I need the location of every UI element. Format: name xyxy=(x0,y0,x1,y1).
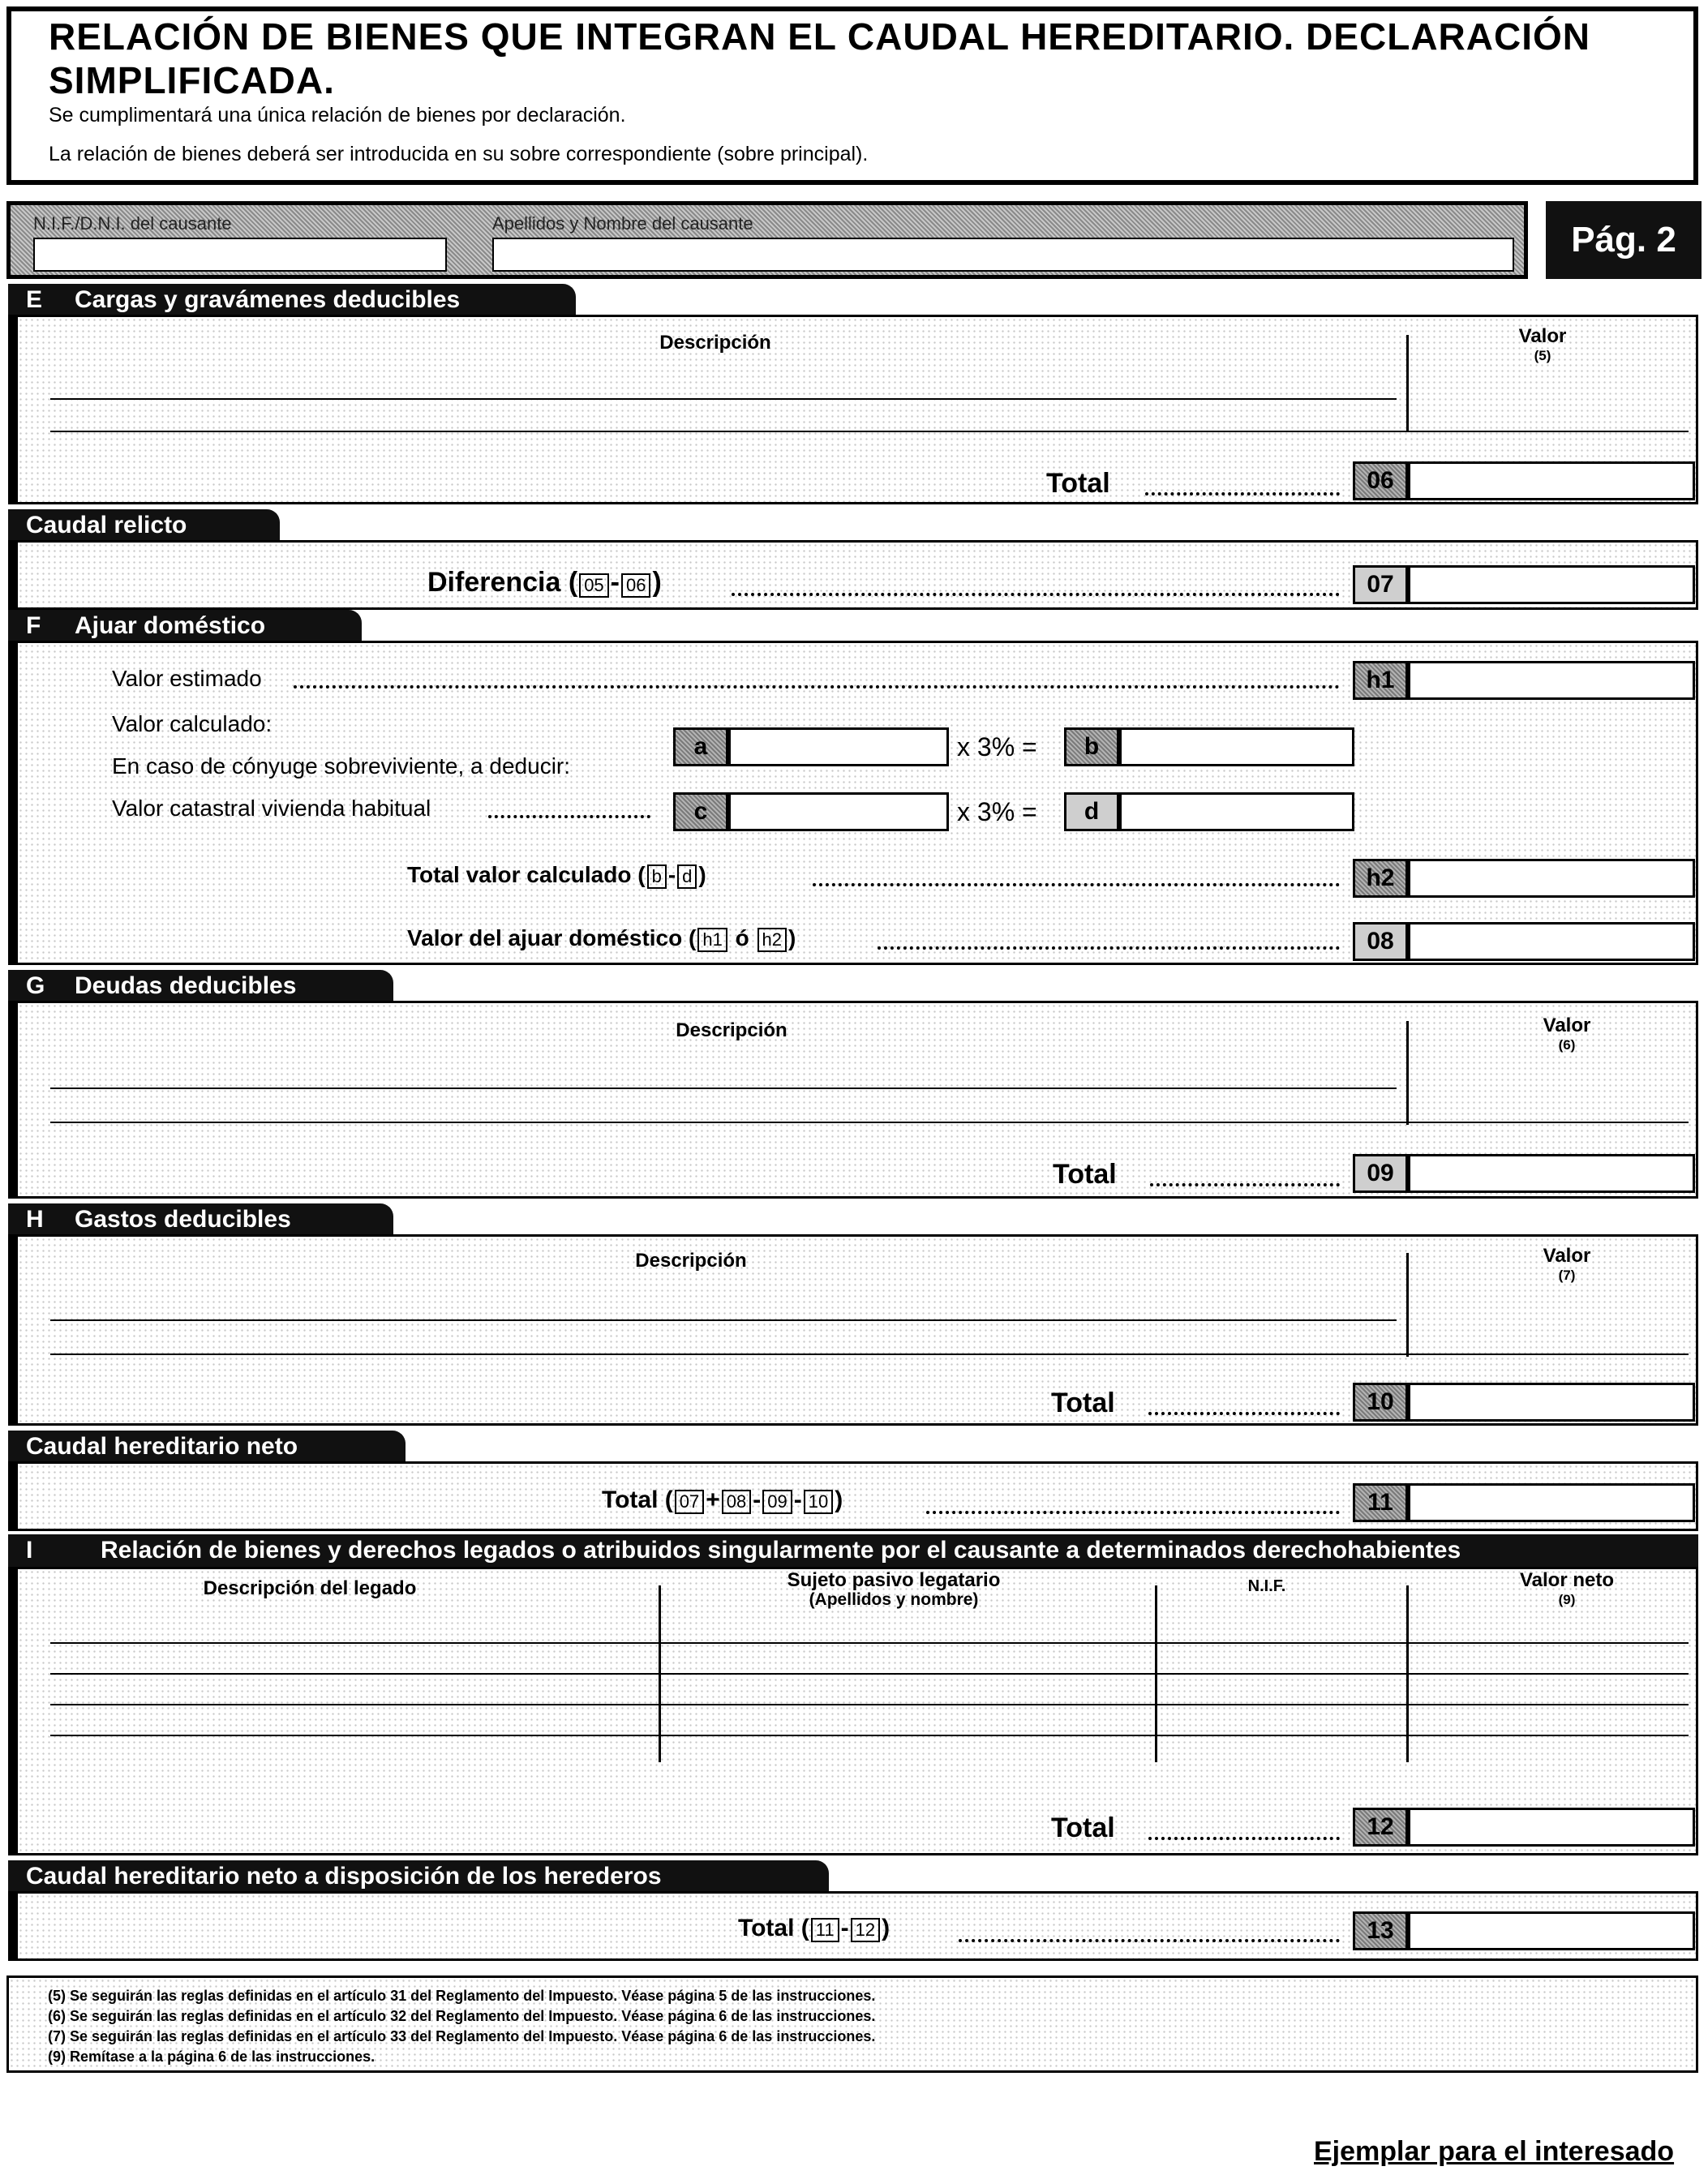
header-note-1: Se cumplimentará una única relación de bienes por declaración. xyxy=(49,104,626,127)
ref-05: 05 xyxy=(579,573,608,598)
entry-line[interactable] xyxy=(50,1735,1689,1736)
ref-b: b xyxy=(647,864,667,889)
caudal-neto-tab: Caudal hereditario neto xyxy=(8,1431,406,1463)
section-e-total-label: Total xyxy=(1046,468,1110,499)
section-g-body xyxy=(8,1001,1698,1199)
section-f-letter: F xyxy=(26,612,41,639)
section-e-title: Cargas y gravámenes deducibles xyxy=(75,286,461,313)
section-h-letter: H xyxy=(26,1206,44,1233)
leader-dots xyxy=(1145,492,1340,495)
ref-08: 08 xyxy=(722,1490,751,1514)
caudal-disposicion-row: Total ( 11 - 12 ) xyxy=(738,1915,890,1941)
col-valor-note: (9) xyxy=(1558,1592,1576,1607)
total-calculado-field[interactable] xyxy=(1408,859,1695,898)
box-code-12: 12 xyxy=(1353,1808,1408,1847)
box-code-a: a xyxy=(673,727,728,766)
caudal-relicto-body xyxy=(8,540,1698,610)
section-f-title: Ajuar doméstico xyxy=(75,612,266,639)
caudal-relicto-row: Diferencia ( 05 - 06 ) xyxy=(427,567,662,598)
section-g-desc-header: Descripción xyxy=(676,1019,787,1041)
total-12-field[interactable] xyxy=(1408,1808,1695,1847)
column-divider xyxy=(1406,1253,1409,1357)
box-code-13: 13 xyxy=(1353,1911,1408,1950)
field-b[interactable] xyxy=(1119,727,1354,766)
ref-06: 06 xyxy=(621,573,650,598)
section-e-value-note: (5) xyxy=(1534,348,1551,363)
entry-line[interactable] xyxy=(50,398,1397,400)
total-calculado-label: Total valor calculado xyxy=(407,862,632,887)
entry-line[interactable] xyxy=(50,1673,1689,1675)
section-f-body xyxy=(8,641,1698,965)
section-h-value-header: Valor xyxy=(1543,1245,1591,1267)
leader-dots xyxy=(488,815,650,818)
section-g-value-note: (6) xyxy=(1558,1037,1576,1053)
leader-dots xyxy=(294,685,1340,689)
ajuar-label: Valor del ajuar doméstico xyxy=(407,925,683,950)
footnotes xyxy=(6,1976,1698,2073)
name-field[interactable] xyxy=(492,238,1514,272)
caudal-relicto-tab: Caudal relicto xyxy=(8,509,280,542)
col-legado-header: Descripción del legado xyxy=(203,1577,417,1599)
page-number-badge: Pág. 2 xyxy=(1546,201,1702,279)
ref-10: 10 xyxy=(804,1490,833,1514)
section-i-total-label: Total xyxy=(1051,1812,1115,1843)
box-code-06: 06 xyxy=(1353,461,1408,500)
section-g-title: Deudas deducibles xyxy=(75,972,297,999)
section-g-tab xyxy=(8,970,393,1002)
total-calculado-row: Total valor calculado ( b - d ) xyxy=(407,862,706,887)
section-g-value-header: Valor xyxy=(1543,1015,1591,1036)
total-07-field[interactable] xyxy=(1408,565,1695,604)
box-code-d: d xyxy=(1064,792,1119,831)
total-09-field[interactable] xyxy=(1408,1154,1695,1193)
leader-dots xyxy=(732,593,1340,596)
nif-field[interactable] xyxy=(33,238,447,272)
valor-estimado-label: Valor estimado xyxy=(112,666,262,691)
total-13-field[interactable] xyxy=(1408,1911,1695,1950)
total-06-field[interactable] xyxy=(1408,461,1695,500)
valor-estimado-field[interactable] xyxy=(1408,661,1695,700)
section-h-tab xyxy=(8,1203,393,1236)
footnote-5: (5) Se seguirán las reglas definidas en el artículo 31 del Reglamento del Impuesto. Véase página 5 de las instrucciones. xyxy=(48,1988,876,2004)
field-d[interactable] xyxy=(1119,792,1354,831)
caudal-neto-body xyxy=(8,1461,1698,1531)
nif-label: N.I.F./D.N.I. del causante xyxy=(33,213,232,234)
section-f-tab xyxy=(8,610,362,642)
ref-11: 11 xyxy=(811,1918,839,1942)
section-g-letter: G xyxy=(26,972,45,999)
caudal-disposicion-tab: Caudal hereditario neto a disposición de los herederos xyxy=(8,1860,829,1893)
causante-id-band xyxy=(6,201,1528,279)
valor-calculado-label: Valor calculado: xyxy=(112,711,273,736)
box-code-07: 07 xyxy=(1353,565,1408,604)
box-code-h2: h2 xyxy=(1353,859,1408,898)
total-11-field[interactable] xyxy=(1408,1483,1695,1522)
box-code-h1: h1 xyxy=(1353,661,1408,700)
total-10-field[interactable] xyxy=(1408,1383,1695,1422)
section-g-total-label: Total xyxy=(1053,1159,1117,1190)
catastral-label: Valor catastral vivienda habitual xyxy=(112,796,431,821)
box-code-c: c xyxy=(673,792,728,831)
box-code-08: 08 xyxy=(1353,922,1408,961)
caudal-neto-row: Total ( 07 + 08 - 09 - 10 ) xyxy=(602,1486,843,1513)
pct-label-2: x 3% = xyxy=(957,797,1037,826)
ref-d: d xyxy=(677,864,697,889)
section-i-title: Relación de bienes y derechos legados o atribuidos singularmente por el causante a determinados derechohabientes xyxy=(101,1537,1461,1564)
form-title: RELACIÓN DE BIENES QUE INTEGRAN EL CAUDAL HEREDITARIO. DECLARACIÓN SIMPLIFICADA. xyxy=(49,15,1590,101)
section-i-letter: I xyxy=(26,1537,33,1564)
field-a[interactable] xyxy=(728,727,949,766)
leader-dots xyxy=(1148,1412,1340,1415)
section-h-value-note: (7) xyxy=(1558,1268,1576,1283)
col-nif-header: N.I.F. xyxy=(1247,1577,1286,1595)
section-i-tab xyxy=(8,1534,1698,1567)
column-divider xyxy=(1406,335,1409,432)
leader-dots xyxy=(878,946,1340,950)
ajuar-row: Valor del ajuar doméstico ( h1 ó h2 ) xyxy=(407,925,796,950)
ref-12: 12 xyxy=(851,1918,880,1942)
caudal-disposicion-label: Total xyxy=(738,1915,795,1941)
diferencia-label: Diferencia xyxy=(427,567,561,598)
ref-h1: h1 xyxy=(697,928,727,952)
entry-line[interactable] xyxy=(50,431,1689,432)
section-h-desc-header: Descripción xyxy=(635,1250,747,1272)
leader-dots xyxy=(813,883,1340,886)
name-label: Apellidos y Nombre del causante xyxy=(492,213,753,234)
entry-line[interactable] xyxy=(50,1319,1397,1321)
leader-dots xyxy=(926,1511,1340,1514)
box-code-11: 11 xyxy=(1353,1483,1408,1522)
section-h-body xyxy=(8,1234,1698,1426)
box-code-b: b xyxy=(1064,727,1119,766)
entry-line[interactable] xyxy=(50,1088,1397,1089)
leader-dots xyxy=(1150,1183,1340,1186)
conyuge-label: En caso de cónyuge sobreviviente, a deducir: xyxy=(112,753,571,779)
col-sujeto-header: Sujeto pasivo legatario xyxy=(787,1569,1001,1591)
pct-label-1: x 3% = xyxy=(957,732,1037,761)
section-h-title: Gastos deducibles xyxy=(75,1206,291,1233)
column-divider xyxy=(1406,1021,1409,1125)
entry-line[interactable] xyxy=(50,1704,1689,1705)
ref-07: 07 xyxy=(675,1490,704,1514)
entry-line[interactable] xyxy=(50,1642,1689,1644)
field-c[interactable] xyxy=(728,792,949,831)
box-code-10: 10 xyxy=(1353,1383,1408,1422)
caudal-disposicion-body xyxy=(8,1891,1698,1961)
section-e-body xyxy=(8,315,1698,504)
footnote-6: (6) Se seguirán las reglas definidas en el artículo 32 del Reglamento del Impuesto. Véase página 6 de las instrucciones. xyxy=(48,2008,876,2024)
section-e-tab xyxy=(8,284,576,316)
leader-dots xyxy=(959,1939,1340,1942)
section-i-body xyxy=(8,1567,1698,1855)
or-label: ó xyxy=(735,925,749,950)
entry-line[interactable] xyxy=(50,1122,1689,1123)
footnote-9: (9) Remítase a la página 6 de las instrucciones. xyxy=(48,2048,376,2065)
caudal-neto-label: Total xyxy=(602,1486,659,1513)
total-08-field[interactable] xyxy=(1408,922,1695,961)
footnote-7: (7) Se seguirán las reglas definidas en el artículo 33 del Reglamento del Impuesto. Véase página 6 de las instrucciones. xyxy=(48,2028,876,2044)
header-note-2: La relación de bienes deberá ser introducida en su sobre correspondiente (sobre principal). xyxy=(49,143,869,165)
section-e-letter: E xyxy=(26,286,43,313)
section-e-value-header: Valor xyxy=(1518,325,1567,347)
col-sujeto-sub: (Apellidos y nombre) xyxy=(809,1590,979,1609)
ref-09: 09 xyxy=(762,1490,792,1514)
section-e-desc-header: Descripción xyxy=(659,332,771,354)
entry-line[interactable] xyxy=(50,1353,1689,1355)
section-h-total-label: Total xyxy=(1051,1388,1115,1418)
col-valor-header: Valor neto xyxy=(1519,1569,1615,1591)
box-code-09: 09 xyxy=(1353,1154,1408,1193)
copy-label: Ejemplar para el interesado xyxy=(1314,2136,1675,2167)
leader-dots xyxy=(1148,1837,1340,1840)
ref-h2: h2 xyxy=(757,928,787,952)
